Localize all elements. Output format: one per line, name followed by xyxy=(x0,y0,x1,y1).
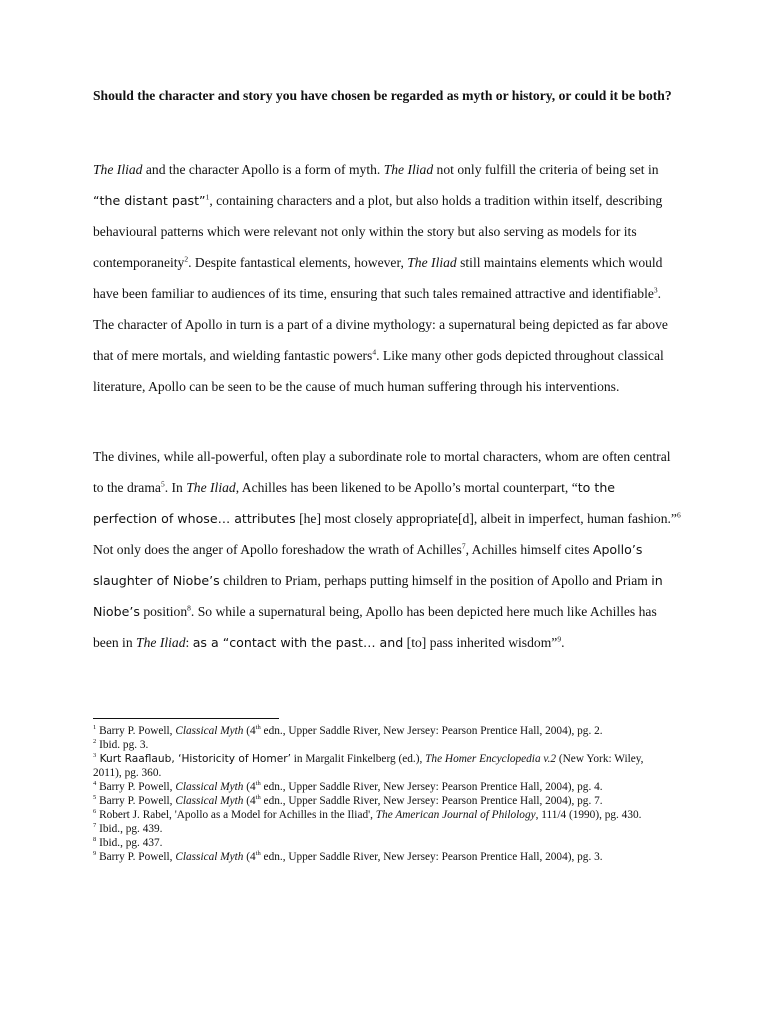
footnote-text: in Margalit Finkelberg (ed.), xyxy=(290,753,426,765)
footnote-text: Barry P. Powell, xyxy=(96,781,176,793)
footnote-text: Barry P. Powell, xyxy=(96,725,176,737)
work-title: Classical Myth xyxy=(175,781,244,793)
footnote-number: 8 xyxy=(93,836,97,844)
footnote-ref-1[interactable]: 1 xyxy=(205,192,210,202)
paragraph-1 xyxy=(93,154,683,402)
paragraph-text: . In xyxy=(164,480,187,495)
footnote-ref-2[interactable]: 2 xyxy=(184,254,189,264)
footnote-number: 9 xyxy=(93,850,97,858)
footnote-text: Barry P. Powell, xyxy=(96,851,176,863)
paragraph-text: . The character of Apollo in turn is a part of a divine mythology: a supernatural being depicted as far above that of mere mortals, and wielding fantastic powers xyxy=(93,286,668,363)
footnote-text: Ibid., pg. 437. xyxy=(96,837,163,849)
essay-question: Should the character and story you have chosen be regarded as myth or history, or could it be both? xyxy=(93,88,672,103)
paragraph-text: , Achilles himself cites xyxy=(465,542,593,557)
footnote-text: (4 xyxy=(243,851,256,863)
footnote-3 xyxy=(93,752,673,780)
footnote-1 xyxy=(93,724,673,738)
footnote-number: 6 xyxy=(93,808,97,816)
paragraph-text: still maintains elements which would have been familiar to audiences of its time, ensuring that such tales remained attractive and identifiable xyxy=(93,255,663,301)
work-title: The American Journal of Philology xyxy=(375,809,536,821)
footnote-text: edn., Upper Saddle River, New Jersey: Pearson Prentice Hall, 2004), pg. 4. xyxy=(260,781,603,793)
paragraph-text: [to] pass inherited wisdom” xyxy=(403,635,558,650)
footnote-number: 2 xyxy=(93,738,97,746)
work-title: The Iliad xyxy=(383,162,434,177)
document-page xyxy=(93,0,683,1024)
paragraph-text: : xyxy=(185,635,193,650)
paragraph-text: and the character Apollo is a form of myth. xyxy=(142,162,384,177)
footnote-8 xyxy=(93,836,673,850)
ordinal-suffix: th xyxy=(255,780,261,788)
paragraph-2 xyxy=(93,441,683,658)
quoted-phrase: as a “contact with the past… and xyxy=(192,635,404,650)
footnote-ref-3[interactable]: 3 xyxy=(653,285,658,295)
footnote-number: 3 xyxy=(93,752,97,760)
footnote-separator xyxy=(93,718,279,719)
quoted-phrase: to the perfection of whose… attributes xyxy=(93,480,616,526)
footnote-2 xyxy=(93,738,673,752)
paragraph-text: position xyxy=(139,604,188,619)
paragraph-text: , Achilles has been likened to be Apollo’s mortal counterpart, “ xyxy=(235,480,578,495)
work-title: The Iliad xyxy=(136,635,186,650)
footnote-7 xyxy=(93,822,673,836)
work-title: Classical Myth xyxy=(175,795,244,807)
ordinal-suffix: th xyxy=(255,850,261,858)
footnote-text: Kurt Raaflaub, ‘Historicity of Homer’ xyxy=(96,753,291,765)
ordinal-suffix: th xyxy=(255,724,261,732)
footnote-ref-7[interactable]: 7 xyxy=(461,541,466,551)
footnote-ref-6[interactable]: 6 xyxy=(676,510,681,520)
quoted-phrase: “the distant past” xyxy=(93,193,206,208)
paragraph-text: . xyxy=(561,635,565,650)
footnote-text: (New York: Wiley, 2011), pg. 360. xyxy=(93,753,644,779)
footnote-text: Ibid., pg. 439. xyxy=(96,823,163,835)
footnote-5 xyxy=(93,794,673,808)
quoted-phrase: Apollo’s slaughter of Niobe’s xyxy=(93,542,643,588)
paragraph-text: Not only does the anger of Apollo foreshadow the wrath of Achilles xyxy=(93,542,462,557)
footnote-text: edn., Upper Saddle River, New Jersey: Pearson Prentice Hall, 2004), pg. 2. xyxy=(260,725,603,737)
footnote-text: Robert J. Rabel, 'Apollo as a Model for Achilles in the Iliad', xyxy=(96,809,376,821)
paragraph-text: children to Priam, perhaps putting himself in the position of Apollo and Priam xyxy=(219,573,652,588)
footnote-9 xyxy=(93,850,673,864)
footnote-text: (4 xyxy=(243,795,256,807)
paragraph-text: , containing characters and a plot, but also holds a tradition within itself, describing behavioural patterns which were relevant not only within the story but also serving as models for its contemporaneity xyxy=(93,193,663,270)
footnotes-section xyxy=(93,724,673,864)
paragraph-text: not only fulfill the criteria of being set in xyxy=(433,162,659,177)
footnote-number: 5 xyxy=(93,794,97,802)
footnote-ref-9[interactable]: 9 xyxy=(557,634,562,644)
paragraph-text: . Like many other gods depicted throughout classical literature, Apollo can be seen to be the cause of much human suffering through his interventions. xyxy=(93,348,664,394)
work-title: Classical Myth xyxy=(175,851,244,863)
footnote-text: edn., Upper Saddle River, New Jersey: Pearson Prentice Hall, 2004), pg. 3. xyxy=(260,851,603,863)
quoted-phrase: in Niobe’s xyxy=(93,573,663,619)
work-title: The Iliad xyxy=(93,162,143,177)
footnote-text: edn., Upper Saddle River, New Jersey: Pearson Prentice Hall, 2004), pg. 7. xyxy=(260,795,603,807)
footnote-number: 7 xyxy=(93,822,97,830)
work-title: The Iliad xyxy=(186,480,236,495)
paragraph-text: . So while a supernatural being, Apollo has been depicted here much like Achilles has been in xyxy=(93,604,657,650)
footnote-ref-5[interactable]: 5 xyxy=(160,479,165,489)
footnote-text: , 111/4 (1990), pg. 430. xyxy=(535,809,642,821)
footnote-ref-4[interactable]: 4 xyxy=(372,347,377,357)
footnote-text: (4 xyxy=(243,725,256,737)
footnote-text: Barry P. Powell, xyxy=(96,795,176,807)
footnote-text: Ibid. pg. 3. xyxy=(96,739,149,751)
paragraph-text: [he] most closely appropriate[d], albeit in imperfect, human fashion.” xyxy=(295,511,677,526)
footnote-text: (4 xyxy=(243,781,256,793)
ordinal-suffix: th xyxy=(255,794,261,802)
paragraph-text: . Despite fantastical elements, however, xyxy=(188,255,408,270)
footnote-4 xyxy=(93,780,673,794)
paragraph-text: The divines, while all-powerful, often play a subordinate role to mortal characters, whom are often central to the drama xyxy=(93,449,671,495)
work-title: Classical Myth xyxy=(175,725,244,737)
footnote-number: 1 xyxy=(93,724,97,732)
work-title: The Homer Encyclopedia v.2 xyxy=(425,753,557,765)
footnote-ref-8[interactable]: 8 xyxy=(187,603,191,613)
footnote-6 xyxy=(93,808,673,822)
footnote-number: 4 xyxy=(93,780,97,788)
work-title: The Iliad xyxy=(407,255,457,270)
